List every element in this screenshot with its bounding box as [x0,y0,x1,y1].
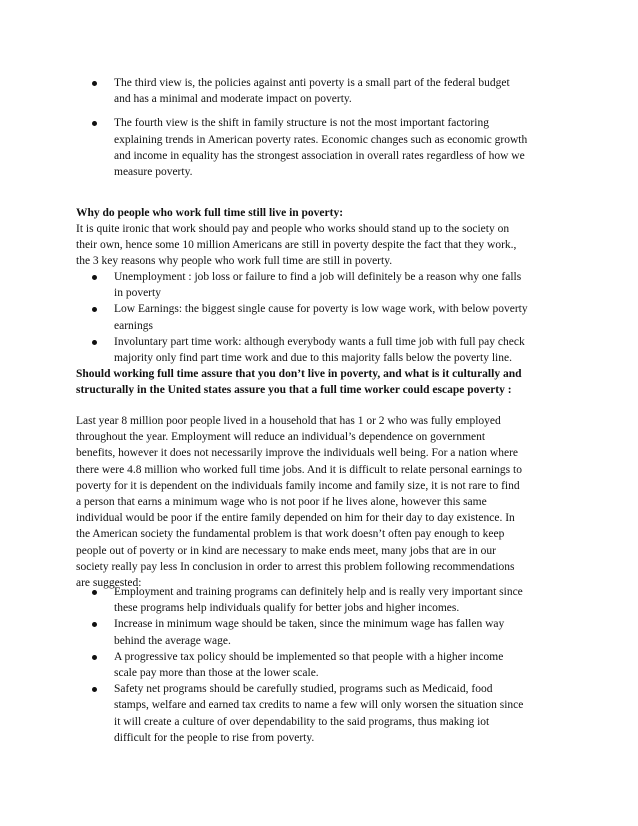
text-line: the American society the fundamental problem is that work doesn’t often pay enough to keep [76,528,505,541]
text-line: explaining trends in American poverty rates. Economic changes such as economic growth [114,133,528,146]
list-item [114,115,594,180]
bullet-icon [92,655,97,660]
list-item [114,334,594,366]
text-line: poverty for it is dependent on the individuals family income and family size, it is not rare to find [76,479,520,492]
bullet-icon [92,307,97,312]
list-item [114,75,594,107]
text-line: these programs help individuals qualify for better jobs and higher incomes. [114,602,460,615]
list-item [114,269,594,301]
text-line: in poverty [114,287,161,300]
bullet-icon [92,81,97,86]
text-line: Employment and training programs can definitely help and is really very important since [114,586,523,598]
heading-text: Why do people who work full time still live in poverty: [76,207,344,219]
bullet-icon [92,275,97,280]
text-line: stamps, welfare and earned tax credits to name a few will only worsen the situation since [114,699,524,712]
bullet-icon [92,340,97,345]
text-line: throughout the year. Employment will reduce an individual’s dependence on government [76,431,486,444]
text-line: people out of poverty or in kind are necessary to make ends meet, many jobs that are in our [76,544,496,557]
list-item [114,584,594,616]
text-line: their own, hence some 10 million Americans are still in poverty despite the fact that they work., [76,239,517,252]
text-line: The third view is, the policies against anti poverty is a small part of the federal budget [114,77,510,89]
text-line: the 3 key reasons why people who work full time are still in poverty. [76,255,393,268]
text-line: Last year 8 million poor people lived in a household that has 1 or 2 who was fully employed [76,415,501,427]
text-line: majority only find part time work and due to this majority falls below the poverty line. [114,352,512,365]
text-line: Involuntary part time work: although everybody wants a full time job with full pay check [114,335,525,348]
bullet-icon [92,687,97,692]
text-line: and has a minimal and moderate impact on poverty. [114,93,352,106]
text-line: benefits, however it does not necessarily improve the individuals well being. For a nation where [76,447,518,460]
section-body [76,413,576,591]
list-item [114,681,594,746]
reasons-list [114,269,594,366]
text-line: Low Earnings: the biggest single cause for poverty is low wage work, with below poverty [114,303,528,316]
bullet-icon [92,622,97,627]
text-line: A progressive tax policy should be implemented so that people with a higher income [114,650,504,663]
text-line: behind the average wage. [114,634,231,647]
text-line: measure poverty. [114,166,193,179]
text-line: The fourth view is the shift in family structure is not the most important factoring [114,117,489,130]
text-line: scale pay more than those at the lower scale. [114,667,319,680]
text-line: and income in equality has the strongest association in overall rates regardless of how we [114,149,525,162]
heading-line: Should working full time assure that you don’t live in poverty, and what is it culturally and [76,368,522,380]
text-line: Increase in minimum wage should be taken, since the minimum wage has fallen way [114,618,505,631]
text-line: earnings [114,319,153,332]
text-line: a person that earns a minimum wage who is not poor if he lives alone, however this same [76,496,487,509]
views-list [114,75,594,180]
text-line: difficult for the people to rise from poverty. [114,731,315,744]
section-heading [76,205,576,221]
text-line: individual would be poor if the entire family depended on him for their day to day existence. In [76,512,515,525]
text-line: Safety net programs should be carefully studied, programs such as Medicaid, food [114,683,493,696]
heading-line: structurally in the United states assure you that a full time worker could escape poverty : [76,384,512,397]
text-line: Unemployment : job loss or failure to find a job will definitely be a reason why one falls [114,271,522,283]
list-item [114,649,594,681]
text-line: there were 4.8 million who worked full time jobs. And it is difficult to relate personal earnings to [76,463,522,476]
text-line: society really pay less In conclusion in order to arrest this problem following recommendations [76,560,515,573]
recommendations-list [114,584,594,746]
list-item [114,301,594,333]
list-item [114,616,594,648]
text-line: it will create a culture of over dependability to the said programs, thus making iot [114,715,490,728]
section-heading [76,366,576,398]
text-line: are suggested: [76,577,142,590]
bullet-icon [92,590,97,595]
text-line: It is quite ironic that work should pay and people who works should stand up to the society on [76,223,510,235]
section-intro [76,221,576,270]
bullet-icon [92,121,97,126]
